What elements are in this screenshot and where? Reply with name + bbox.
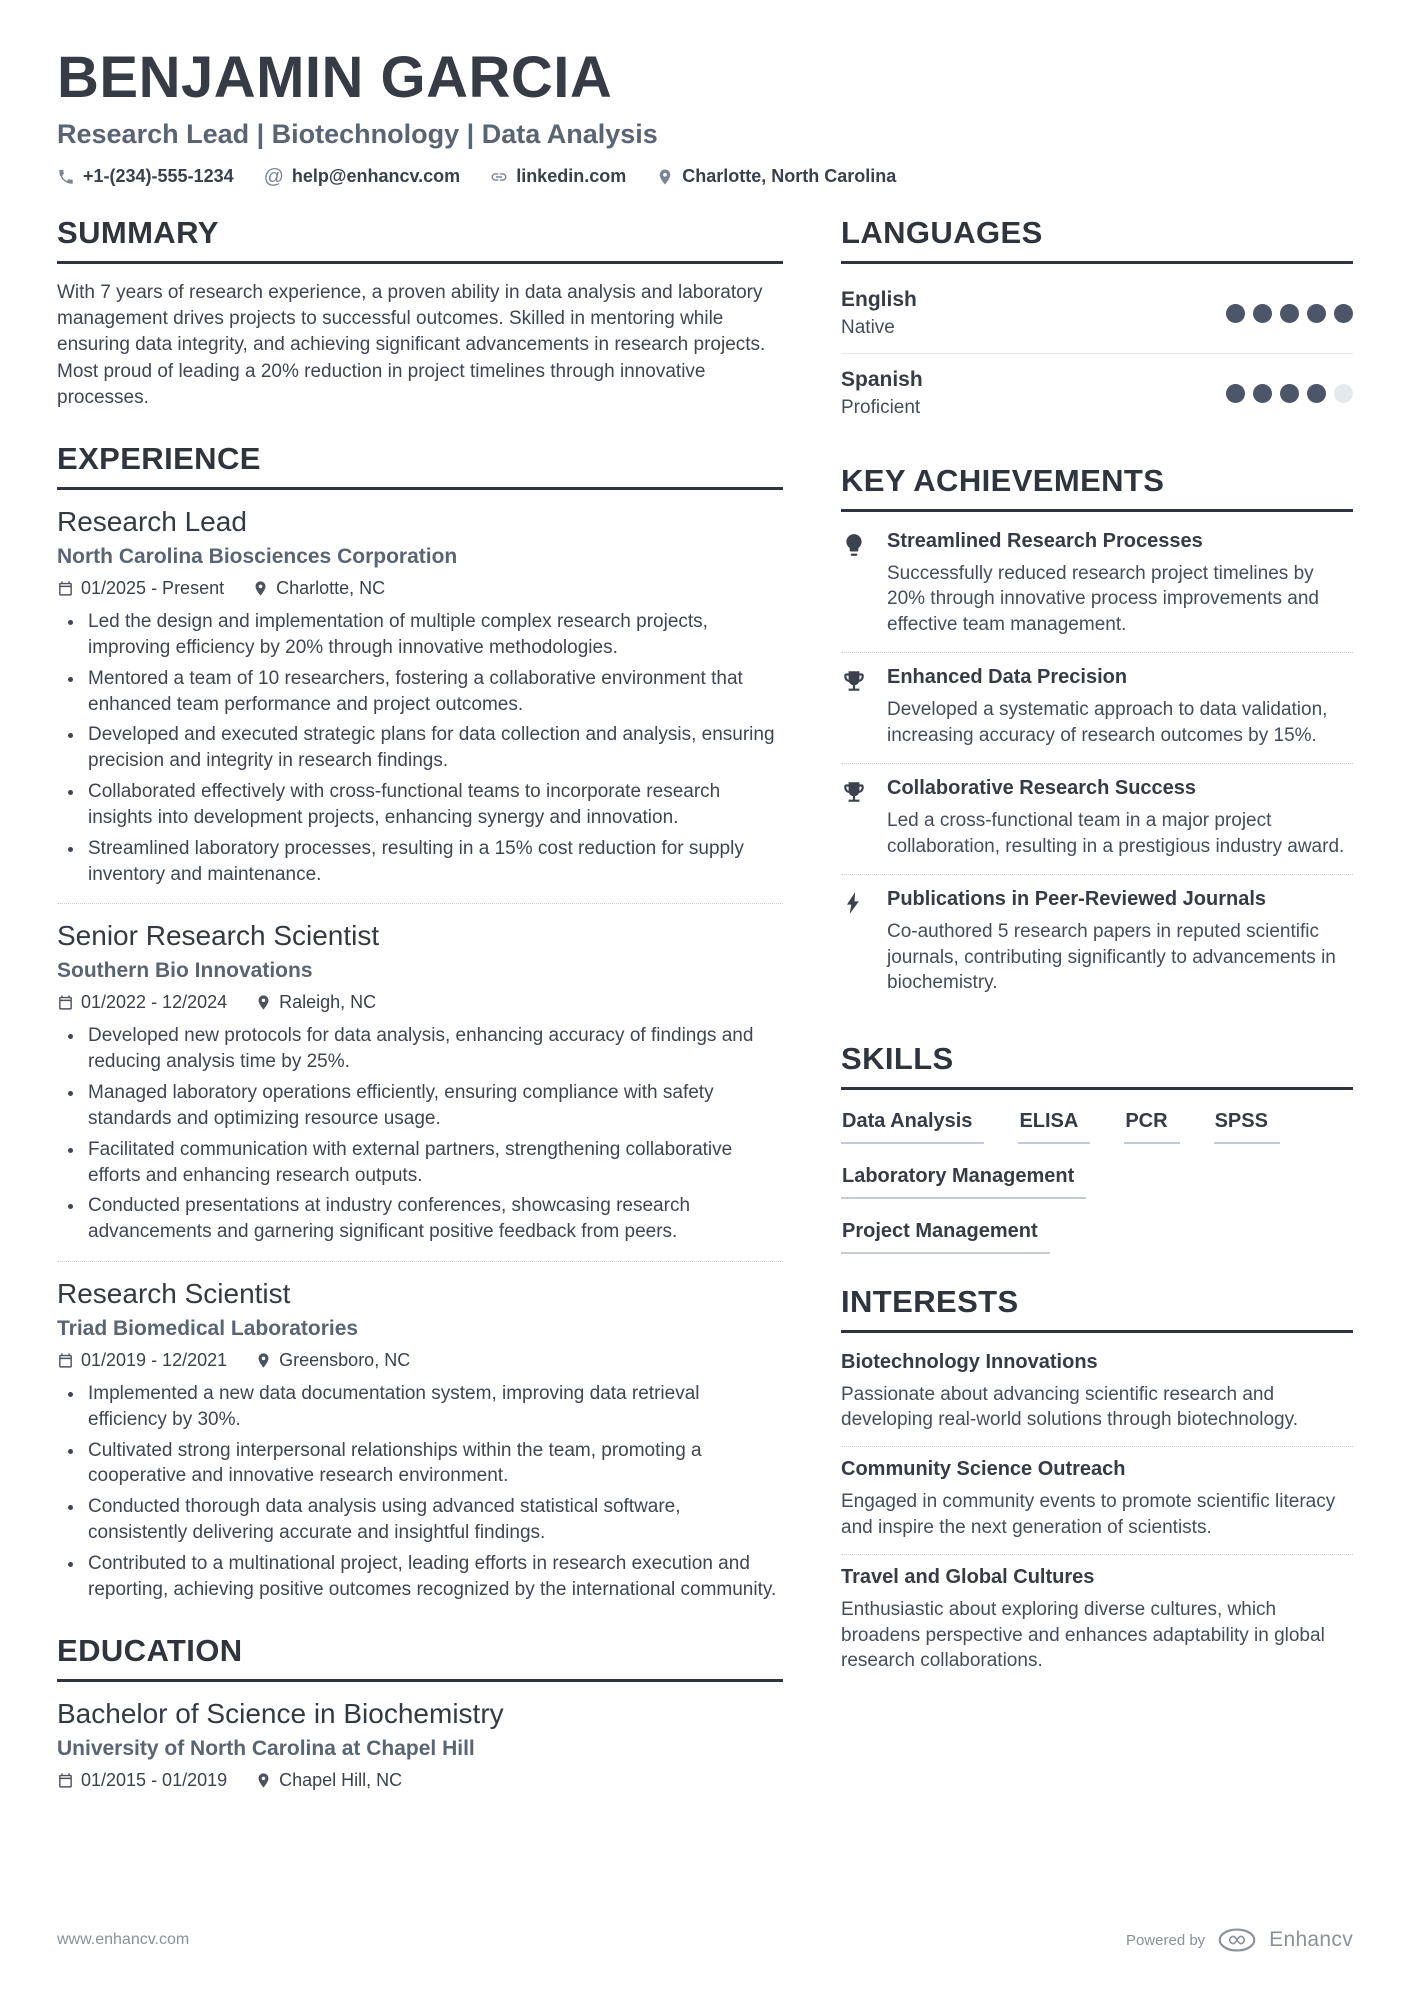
bullet-item: • Developed new protocols for data analysis, enhancing accuracy of findings and reducing analysis time by 25%. bbox=[85, 1023, 783, 1075]
bullet-item: • Implemented a new data documentation system, improving data retrieval efficiency by 30%. bbox=[85, 1381, 783, 1433]
interest-text: Passionate about advancing scientific research and developing real-world solutions through biotechnology. bbox=[841, 1383, 1298, 1430]
interest-item bbox=[841, 1447, 1353, 1555]
job-entry bbox=[57, 1261, 783, 1603]
education-heading: EDUCATION bbox=[57, 1633, 783, 1682]
language-info bbox=[841, 288, 917, 339]
summary-section bbox=[57, 215, 783, 411]
language-name: English bbox=[841, 288, 917, 311]
achievement-item bbox=[841, 764, 1353, 875]
job-company: Triad Biomedical Laboratories bbox=[57, 1317, 359, 1340]
bullet-item: • Facilitated communication with external partners, strengthening collaborative efforts and enhancing research outputs. bbox=[85, 1137, 783, 1189]
job-location bbox=[255, 1350, 410, 1371]
language-name: Spanish bbox=[841, 368, 923, 391]
job-title: Research Scientist bbox=[57, 1278, 291, 1309]
summary-heading: SUMMARY bbox=[57, 215, 783, 264]
job-bullets bbox=[85, 1381, 783, 1603]
skills-list bbox=[841, 1106, 1353, 1254]
location-pin-icon bbox=[255, 994, 272, 1011]
achievement-content bbox=[887, 666, 1353, 748]
education-location-text: Chapel Hill, NC bbox=[279, 1769, 403, 1790]
job-dates-text: 01/2025 - Present bbox=[81, 578, 225, 599]
achievement-text: Led a cross-functional team in a major project collaboration, resulting in a prestigious industry award. bbox=[887, 810, 1345, 857]
calendar-icon bbox=[57, 580, 74, 597]
bullet-item: • Mentored a team of 10 researchers, fostering a collaborative environment that enhanced team performance and project outcomes. bbox=[85, 666, 783, 718]
experience-section bbox=[57, 441, 783, 1603]
rating-dot bbox=[1334, 384, 1353, 403]
skill-row bbox=[841, 1220, 1353, 1254]
job-location-text: Charlotte, NC bbox=[276, 578, 386, 599]
job-dates bbox=[57, 1350, 227, 1371]
rating-dot bbox=[1307, 384, 1326, 403]
language-row bbox=[841, 353, 1353, 433]
degree-title: Bachelor of Science in Biochemistry bbox=[57, 1697, 504, 1729]
link-icon bbox=[490, 168, 508, 186]
job-meta bbox=[57, 1350, 783, 1371]
achievements-heading: KEY ACHIEVEMENTS bbox=[841, 463, 1353, 512]
interest-text: Enthusiastic about exploring diverse cultures, which broadens perspective and enhances adaptability in global research collaborations. bbox=[841, 1599, 1325, 1672]
rating-dot bbox=[1253, 384, 1272, 403]
achievement-title: Publications in Peer-Reviewed Journals bbox=[887, 888, 1267, 911]
skill-item: Project Management bbox=[841, 1220, 1050, 1254]
interest-item bbox=[841, 1349, 1353, 1448]
language-level: Native bbox=[841, 317, 895, 338]
education-section bbox=[57, 1633, 783, 1791]
summary-text: With 7 years of research experience, a proven ability in data analysis and laboratory management drives projects to successful outcomes. Skilled in mentoring while ensuring data integrity, and achieving significant advancements in research projects. Most proud of leading a 20% reduction in project timelines through innovative processes. bbox=[57, 282, 766, 408]
location-pin-icon bbox=[255, 1352, 272, 1369]
page-footer bbox=[57, 1927, 1353, 1953]
skill-row bbox=[841, 1110, 1353, 1144]
location-pin-icon bbox=[656, 168, 674, 186]
interest-text: Engaged in community events to promote scientific literacy and inspire the next generation of scientists. bbox=[841, 1491, 1336, 1538]
job-dates-text: 01/2019 - 12/2021 bbox=[81, 1350, 228, 1370]
job-location-text: Greensboro, NC bbox=[279, 1350, 411, 1370]
trophy-icon bbox=[841, 666, 871, 748]
job-bullets bbox=[85, 609, 783, 887]
interest-title: Community Science Outreach bbox=[841, 1458, 1126, 1481]
link-url[interactable]: linkedin.com bbox=[516, 166, 627, 186]
left-column bbox=[57, 215, 783, 1821]
job-bullets bbox=[85, 1023, 783, 1245]
location-pin-icon bbox=[255, 1772, 272, 1789]
rating-dot bbox=[1334, 304, 1353, 323]
achievement-text: Successfully reduced research project timelines by 20% through innovative process improvements and effective team management. bbox=[887, 563, 1319, 635]
bullet-item: • Developed and executed strategic plans for data collection and analysis, ensuring precision and integrity in research findings. bbox=[85, 722, 783, 774]
rating-dot bbox=[1226, 304, 1245, 323]
resume-header bbox=[57, 44, 1353, 187]
location-text: Charlotte, North Carolina bbox=[682, 166, 897, 186]
footer-website[interactable]: www.enhancv.com bbox=[57, 1931, 190, 1948]
trophy-icon bbox=[841, 777, 871, 859]
achievement-content bbox=[887, 530, 1353, 637]
rating-dot bbox=[1226, 384, 1245, 403]
enhancv-logo-icon bbox=[1217, 1927, 1257, 1953]
education-dates-text: 01/2015 - 01/2019 bbox=[81, 1769, 228, 1790]
interest-title: Biotechnology Innovations bbox=[841, 1350, 1098, 1373]
achievements-section bbox=[841, 463, 1353, 1011]
enhancv-brand-name: Enhancv bbox=[1269, 1928, 1353, 1951]
language-rating bbox=[1226, 384, 1353, 403]
phone-contact bbox=[57, 166, 234, 187]
achievement-title: Enhanced Data Precision bbox=[887, 666, 1128, 689]
job-dates bbox=[57, 992, 227, 1013]
interest-item bbox=[841, 1555, 1353, 1687]
skill-item: Laboratory Management bbox=[841, 1165, 1086, 1199]
calendar-icon bbox=[57, 994, 74, 1011]
education-entry bbox=[57, 1698, 783, 1791]
bullet-item: • Managed laboratory operations efficiently, ensuring compliance with safety standards and optimizing resource usage. bbox=[85, 1080, 783, 1132]
email-address[interactable]: help@enhancv.com bbox=[291, 166, 461, 186]
languages-section bbox=[841, 215, 1353, 433]
job-entry bbox=[57, 903, 783, 1245]
contact-row bbox=[57, 166, 1353, 187]
calendar-icon bbox=[57, 1352, 74, 1369]
job-company: North Carolina Biosciences Corporation bbox=[57, 545, 458, 569]
bullet-item: • Led the design and implementation of multiple complex research projects, improving efficiency by 20% through innovative methodologies. bbox=[85, 609, 783, 661]
location-pin-icon bbox=[252, 580, 269, 597]
skill-item: Data Analysis bbox=[841, 1110, 984, 1144]
language-level: Proficient bbox=[841, 397, 921, 418]
interests-section bbox=[841, 1284, 1353, 1688]
achievement-content bbox=[887, 888, 1353, 995]
education-dates bbox=[57, 1770, 227, 1791]
job-location bbox=[255, 992, 376, 1013]
interests-heading: INTERESTS bbox=[841, 1284, 1353, 1333]
powered-by-label: Powered by bbox=[1125, 1931, 1206, 1949]
content-columns bbox=[57, 215, 1353, 1821]
bolt-icon bbox=[841, 888, 871, 995]
skill-item: PCR bbox=[1124, 1110, 1179, 1144]
job-meta bbox=[57, 992, 783, 1013]
email-contact bbox=[264, 166, 461, 187]
job-title: Senior Research Scientist bbox=[57, 920, 380, 952]
school-name: University of North Carolina at Chapel Hill bbox=[57, 1736, 475, 1760]
rating-dot bbox=[1280, 384, 1299, 403]
language-rating bbox=[1226, 304, 1353, 323]
phone-icon bbox=[57, 168, 75, 186]
job-dates-text: 01/2022 - 12/2024 bbox=[81, 992, 228, 1013]
skill-item: SPSS bbox=[1214, 1110, 1280, 1144]
achievement-title: Streamlined Research Processes bbox=[887, 530, 1203, 552]
job-company: Southern Bio Innovations bbox=[57, 959, 313, 983]
achievement-text: Co-authored 5 research papers in reputed scientific journals, contributing significantly to advancements in biochemistry. bbox=[887, 921, 1336, 994]
footer-branding bbox=[1126, 1927, 1353, 1953]
bullet-item: • Contributed to a multinational project, leading efforts in research execution and reporting, achieving positive outcomes recognized by the international community. bbox=[85, 1551, 783, 1603]
job-location bbox=[252, 578, 385, 599]
achievement-item bbox=[841, 528, 1353, 653]
bullet-item: • Cultivated strong interpersonal relationships within the team, promoting a cooperative and innovative research environment. bbox=[85, 1438, 783, 1490]
language-row bbox=[841, 280, 1353, 353]
rating-dot bbox=[1280, 304, 1299, 323]
experience-heading: EXPERIENCE bbox=[57, 441, 783, 490]
skills-section bbox=[841, 1041, 1353, 1254]
job-meta bbox=[57, 578, 783, 599]
job-title: Research Lead bbox=[57, 506, 247, 538]
phone-number[interactable]: +1-(234)-555-1234 bbox=[83, 166, 234, 186]
interest-title: Travel and Global Cultures bbox=[841, 1566, 1095, 1589]
achievement-text: Developed a systematic approach to data validation, increasing accuracy of research outcomes by 15%. bbox=[887, 699, 1328, 746]
achievement-item bbox=[841, 875, 1353, 1010]
skills-heading: SKILLS bbox=[841, 1041, 1353, 1090]
job-entry bbox=[57, 506, 783, 887]
job-location-text: Raleigh, NC bbox=[279, 992, 377, 1013]
education-location bbox=[255, 1770, 402, 1791]
calendar-icon bbox=[57, 1772, 74, 1789]
achievement-content bbox=[887, 777, 1353, 859]
education-meta bbox=[57, 1770, 783, 1791]
job-dates bbox=[57, 578, 224, 599]
rating-dot bbox=[1253, 304, 1272, 323]
achievement-title: Collaborative Research Success bbox=[887, 777, 1197, 800]
candidate-title: Research Lead | Biotechnology | Data Analysis bbox=[57, 119, 658, 149]
languages-heading: LANGUAGES bbox=[841, 215, 1353, 264]
skill-row bbox=[841, 1165, 1353, 1199]
skill-item: ELISA bbox=[1018, 1110, 1090, 1144]
at-icon: @ bbox=[263, 165, 284, 188]
bullet-item: • Collaborated effectively with cross-functional teams to incorporate research insights into development projects, enhancing synergy and innovation. bbox=[85, 779, 783, 831]
rating-dot bbox=[1307, 304, 1326, 323]
bullet-item: • Conducted presentations at industry conferences, showcasing research advancements and garnering significant positive feedback from peers. bbox=[85, 1193, 783, 1245]
location-contact bbox=[656, 166, 896, 187]
bullet-item: • Conducted thorough data analysis using advanced statistical software, consistently delivering accurate and insightful findings. bbox=[85, 1494, 783, 1546]
lightbulb-icon bbox=[841, 530, 871, 637]
link-contact bbox=[490, 166, 626, 187]
candidate-name: BENJAMIN GARCIA bbox=[57, 45, 613, 110]
achievement-item bbox=[841, 653, 1353, 764]
right-column bbox=[841, 215, 1353, 1821]
language-info bbox=[841, 368, 923, 419]
bullet-item: • Streamlined laboratory processes, resulting in a 15% cost reduction for supply inventory and maintenance. bbox=[85, 836, 783, 888]
